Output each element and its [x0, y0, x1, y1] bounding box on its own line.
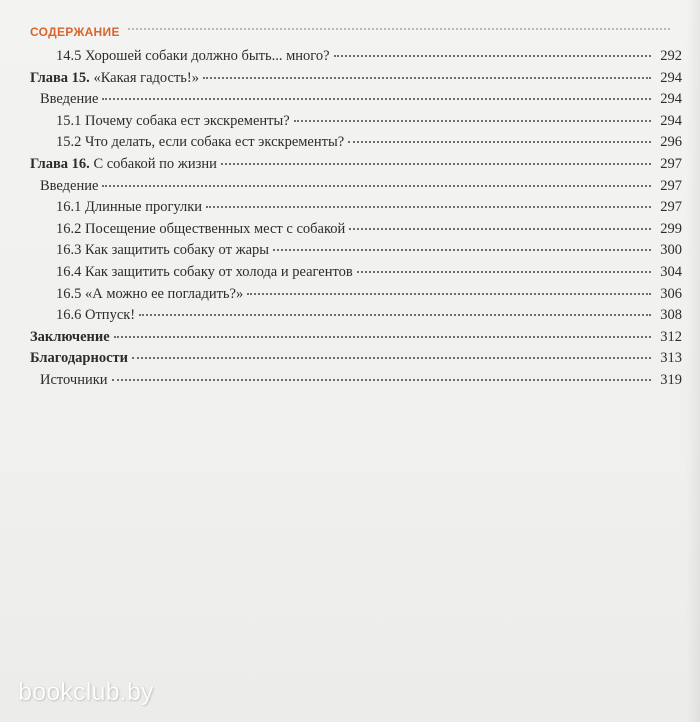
toc-entry-title — [56, 262, 353, 284]
toc-page-number: 294 — [660, 91, 682, 108]
toc-entry-title — [40, 176, 98, 198]
toc-dot-leader — [206, 206, 651, 208]
watermark: bookclub.by — [18, 678, 154, 706]
toc-dot-leader — [102, 185, 651, 187]
toc-entry — [30, 154, 682, 176]
toc-entry-title — [30, 348, 128, 370]
toc-entry — [30, 262, 682, 284]
toc-entry-title — [56, 132, 344, 154]
toc-page-number: 308 — [660, 307, 682, 324]
toc-page-number: 306 — [660, 285, 682, 302]
toc-page-number: 312 — [660, 328, 682, 345]
toc-entry-prefix: Глава 15. — [30, 69, 90, 86]
page-edge-shadow — [686, 0, 700, 722]
toc-entry-prefix: Заключение — [30, 328, 110, 345]
toc-entry-text: 16.6 Отпуск! — [56, 307, 136, 324]
toc-entry-title — [56, 284, 243, 306]
toc-entry-title — [56, 111, 290, 133]
toc-entry-text: Введение — [40, 91, 99, 108]
toc-page-number: 292 — [660, 48, 682, 64]
toc-dot-leader — [348, 141, 651, 143]
toc-entry-text: Источники — [40, 371, 108, 388]
toc-page-number: 313 — [660, 350, 682, 367]
toc-entry — [30, 176, 682, 198]
toc-page-number: 300 — [660, 242, 682, 259]
header-dotted-rule — [128, 28, 670, 30]
toc-entry-title — [30, 327, 110, 349]
toc-entry-text: «Какая гадость!» — [93, 69, 199, 86]
toc-page-number: 299 — [660, 220, 682, 237]
toc-entry — [30, 197, 682, 219]
toc-entry-title — [56, 197, 202, 219]
toc-entry-text: 16.1 Длинные прогулки — [56, 199, 203, 216]
toc-entry — [30, 89, 682, 111]
section-title: СОДЕРЖАНИЕ — [30, 25, 120, 39]
toc-entry — [30, 68, 682, 90]
toc-entry-text: 15.1 Почему собака ест экскременты? — [56, 112, 290, 129]
toc-entry-title — [56, 240, 269, 262]
toc-entry-text: Введение — [40, 177, 99, 194]
toc-page-number: 319 — [660, 371, 682, 388]
toc-entry — [30, 284, 682, 306]
toc-entry-text: 16.2 Посещение общественных мест с собакой — [56, 220, 346, 237]
toc-entry — [30, 219, 682, 241]
toc-entry-prefix: Глава 16. — [30, 155, 90, 172]
page-header — [30, 22, 670, 42]
toc-entry-text: 16.5 «А можно ее погладить?» — [56, 285, 244, 302]
toc-dot-leader — [102, 98, 651, 100]
toc-entry — [30, 305, 682, 327]
toc-page-number: 294 — [660, 112, 682, 129]
toc-entry-title — [40, 370, 108, 392]
toc-entry-title — [56, 219, 345, 241]
toc-entry-title — [56, 305, 135, 327]
toc-dot-leader — [221, 163, 651, 165]
toc-entry-title — [30, 68, 199, 90]
toc-page-number: 297 — [660, 155, 682, 172]
toc-entry — [30, 327, 682, 349]
toc-entry-title — [56, 46, 330, 68]
toc-entry — [30, 348, 682, 370]
toc-dot-leader — [294, 120, 651, 122]
table-of-contents — [30, 46, 682, 392]
toc-entry — [30, 111, 682, 133]
toc-entry-text: 16.3 Как защитить собаку от жары — [56, 242, 270, 259]
toc-page-number: 304 — [660, 263, 682, 280]
toc-entry-title — [30, 154, 217, 176]
toc-dot-leader — [114, 336, 651, 338]
toc-dot-leader — [273, 249, 651, 251]
toc-dot-leader — [349, 228, 651, 230]
toc-page-number: 296 — [660, 134, 682, 151]
toc-dot-leader — [247, 293, 651, 295]
toc-entry-text: 14.5 Хорошей собаки должно быть... много? — [56, 48, 330, 64]
toc-entry-text: С собакой по жизни — [93, 155, 217, 172]
toc-entry — [30, 370, 682, 392]
toc-entry-title — [40, 89, 98, 111]
toc-entry — [30, 240, 682, 262]
toc-page-number: 297 — [660, 199, 682, 216]
toc-dot-leader — [112, 379, 651, 381]
toc-entry-text: 15.2 Что делать, если собака ест экскременты? — [56, 134, 345, 151]
toc-dot-leader — [203, 77, 651, 79]
toc-entry — [30, 132, 682, 154]
toc-dot-leader — [334, 55, 651, 57]
toc-entry-prefix: Благодарности — [30, 350, 129, 367]
toc-entry — [30, 46, 682, 68]
toc-dot-leader — [132, 357, 651, 359]
toc-dot-leader — [139, 314, 651, 316]
toc-dot-leader — [357, 271, 651, 273]
toc-page-number: 294 — [660, 69, 682, 86]
toc-page-number: 297 — [660, 177, 682, 194]
toc-entry-text: 16.4 Как защитить собаку от холода и реагентов — [56, 263, 353, 280]
